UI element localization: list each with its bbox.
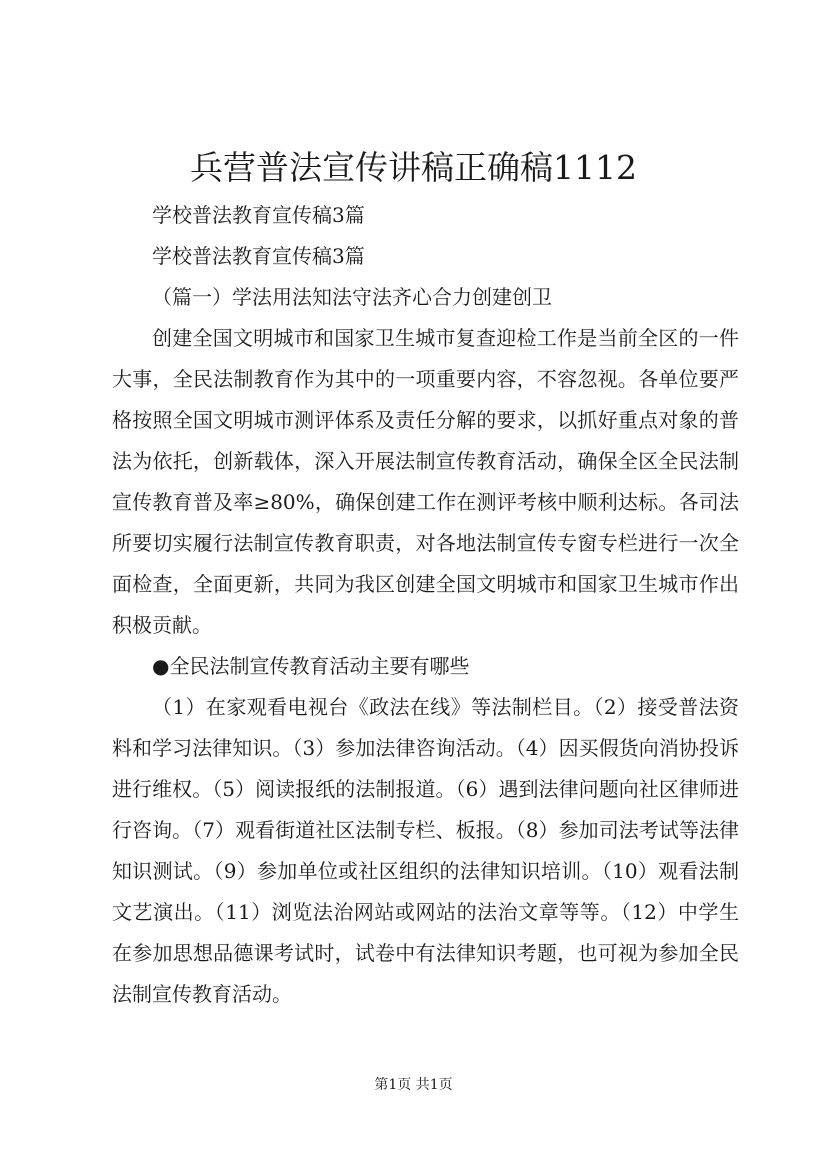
body-paragraph-2: （1）在家观看电视台《政法在线》等法制栏目。（2）接受普法资料和学习法律知识。（3）参加法律咨询活动。（4）因买假货向消协投诉进行维权。（5）阅读报纸的法制报道。（6）遇到法律问题向社区律师进行咨询。（7）观看街道社区法制专栏、板报。（8）参加司法考试等法律知识测试。（9）参加单位或社区组织的法律知识培训。（10）观看法制文艺演出。（11）浏览法治网站或网站的法治文章等等。（12）中学生在参加思想品德课考试时，试卷中有法律知识考题，也可视为参加全民法制宣传教育活动。 xyxy=(112,695,739,1006)
page-footer: 第1页 共1页 xyxy=(374,1077,453,1093)
section-heading: （篇一）学法用法知法守法齐心合力创建创卫 xyxy=(152,285,552,309)
subheading-2: 学校普法教育宣传稿3篇 xyxy=(152,244,365,268)
subheading-1: 学校普法教育宣传稿3篇 xyxy=(152,203,365,227)
document-title: 兵营普法宣传讲稿正确稿1112 xyxy=(190,148,637,187)
bullet-heading: ●全民法制宣传教育活动主要有哪些 xyxy=(152,654,470,678)
document-body xyxy=(112,195,739,1015)
body-paragraph-1: 创建全国文明城市和国家卫生城市复查迎检工作是当前全区的一件大事，全民法制教育作为其中的一项重要内容，不容忽视。各单位要严格按照全国文明城市测评体系及责任分解的要求，以抓好重点对象的普法为依托，创新载体，深入开展法制宣传教育活动，确保全区全民法制宣传教育普及率≥80%，确保创建工作在测评考核中顺利达标。各司法所要切实履行法制宣传教育职责，对各地法制宣传专窗专栏进行一次全面检查，全面更新，共同为我区创建全国文明城市和国家卫生城市作出积极贡献。 xyxy=(112,326,739,637)
